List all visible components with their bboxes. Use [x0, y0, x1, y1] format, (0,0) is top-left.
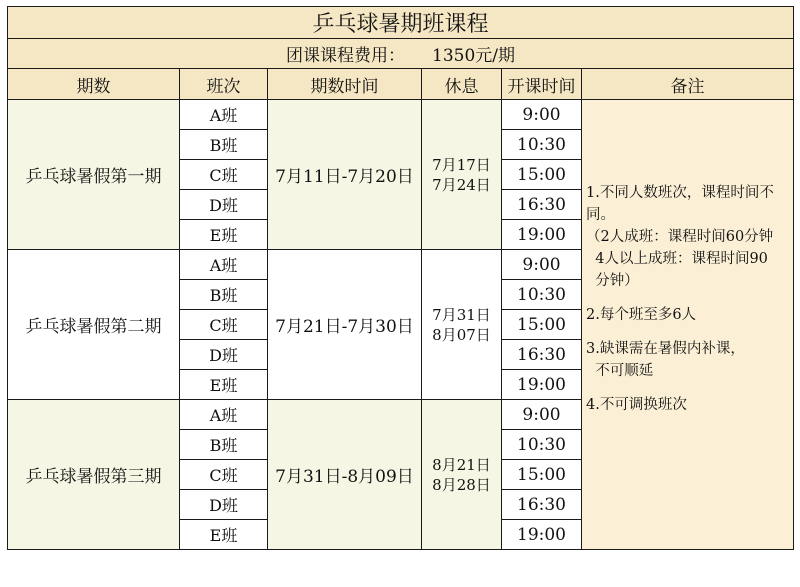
start-time-cell: 15:00	[502, 160, 582, 190]
class-cell: D班	[180, 490, 268, 520]
start-time-cell: 16:30	[502, 340, 582, 370]
rest-days	[422, 400, 502, 550]
start-time-cell: 19:00	[502, 520, 582, 550]
note-line: 4人以上成班：课程时间90	[586, 251, 768, 267]
class-cell: B班	[180, 130, 268, 160]
start-time-cell: 10:30	[502, 130, 582, 160]
rest-day: 7月17日	[432, 155, 491, 174]
note-line: 1.不同人数班次，课程时间不同。	[586, 185, 774, 223]
note-line: （2人成班：课程时间60分钟	[586, 229, 774, 245]
rest-day: 7月24日	[432, 175, 491, 194]
start-time-cell: 19:00	[502, 220, 582, 250]
class-cell: E班	[180, 520, 268, 550]
rest-day: 8月28日	[432, 475, 491, 494]
class-cell: B班	[180, 430, 268, 460]
class-cell: D班	[180, 340, 268, 370]
start-time-cell: 9:00	[502, 250, 582, 280]
header-notes: 备注	[582, 69, 794, 100]
start-time-cell: 9:00	[502, 100, 582, 130]
class-cell: B班	[180, 280, 268, 310]
header-dates: 期数时间	[268, 69, 422, 100]
class-cell: E班	[180, 370, 268, 400]
schedule-table	[7, 6, 794, 550]
table-title: 乒乓球暑期班课程	[8, 7, 794, 39]
note-line: 2.每个班至多6人	[586, 307, 697, 323]
header-start-time: 开课时间	[502, 69, 582, 100]
class-cell: C班	[180, 160, 268, 190]
note-spacer	[586, 292, 789, 304]
header-class: 班次	[180, 69, 268, 100]
class-cell: A班	[180, 100, 268, 130]
period-name: 乒乓球暑假第三期	[8, 400, 180, 550]
class-cell: A班	[180, 400, 268, 430]
rest-day: 8月21日	[432, 455, 491, 474]
period-dates: 7月11日-7月20日	[268, 100, 422, 250]
period-dates: 7月21日-7月30日	[268, 250, 422, 400]
start-time-cell: 10:30	[502, 430, 582, 460]
rest-day: 7月31日	[432, 305, 491, 324]
period-name: 乒乓球暑假第一期	[8, 100, 180, 250]
class-cell: E班	[180, 220, 268, 250]
note-line: 4.不可调换班次	[586, 397, 687, 413]
start-time-cell: 10:30	[502, 280, 582, 310]
rest-days	[422, 250, 502, 400]
notes-cell	[582, 100, 794, 550]
start-time-cell: 9:00	[502, 400, 582, 430]
fee-label: 团课课程费用：	[285, 46, 405, 66]
start-time-cell: 15:00	[502, 310, 582, 340]
note-line: 3.缺课需在暑假内补课，	[586, 341, 745, 357]
note-spacer	[586, 382, 789, 394]
header-rest: 休息	[422, 69, 502, 100]
start-time-cell: 15:00	[502, 460, 582, 490]
start-time-cell: 16:30	[502, 490, 582, 520]
fee-value: 1350元/期	[432, 46, 516, 66]
note-spacer	[586, 326, 789, 338]
period-name: 乒乓球暑假第二期	[8, 250, 180, 400]
fee-row	[8, 39, 794, 69]
class-cell: C班	[180, 460, 268, 490]
class-cell: C班	[180, 310, 268, 340]
start-time-cell: 19:00	[502, 370, 582, 400]
start-time-cell: 16:30	[502, 190, 582, 220]
class-cell: D班	[180, 190, 268, 220]
note-line: 不可顺延	[586, 363, 654, 379]
period-dates: 7月31日-8月09日	[268, 400, 422, 550]
rest-days	[422, 100, 502, 250]
note-line: 分钟）	[586, 273, 639, 289]
rest-day: 8月07日	[432, 325, 491, 344]
class-cell: A班	[180, 250, 268, 280]
header-period: 期数	[8, 69, 180, 100]
